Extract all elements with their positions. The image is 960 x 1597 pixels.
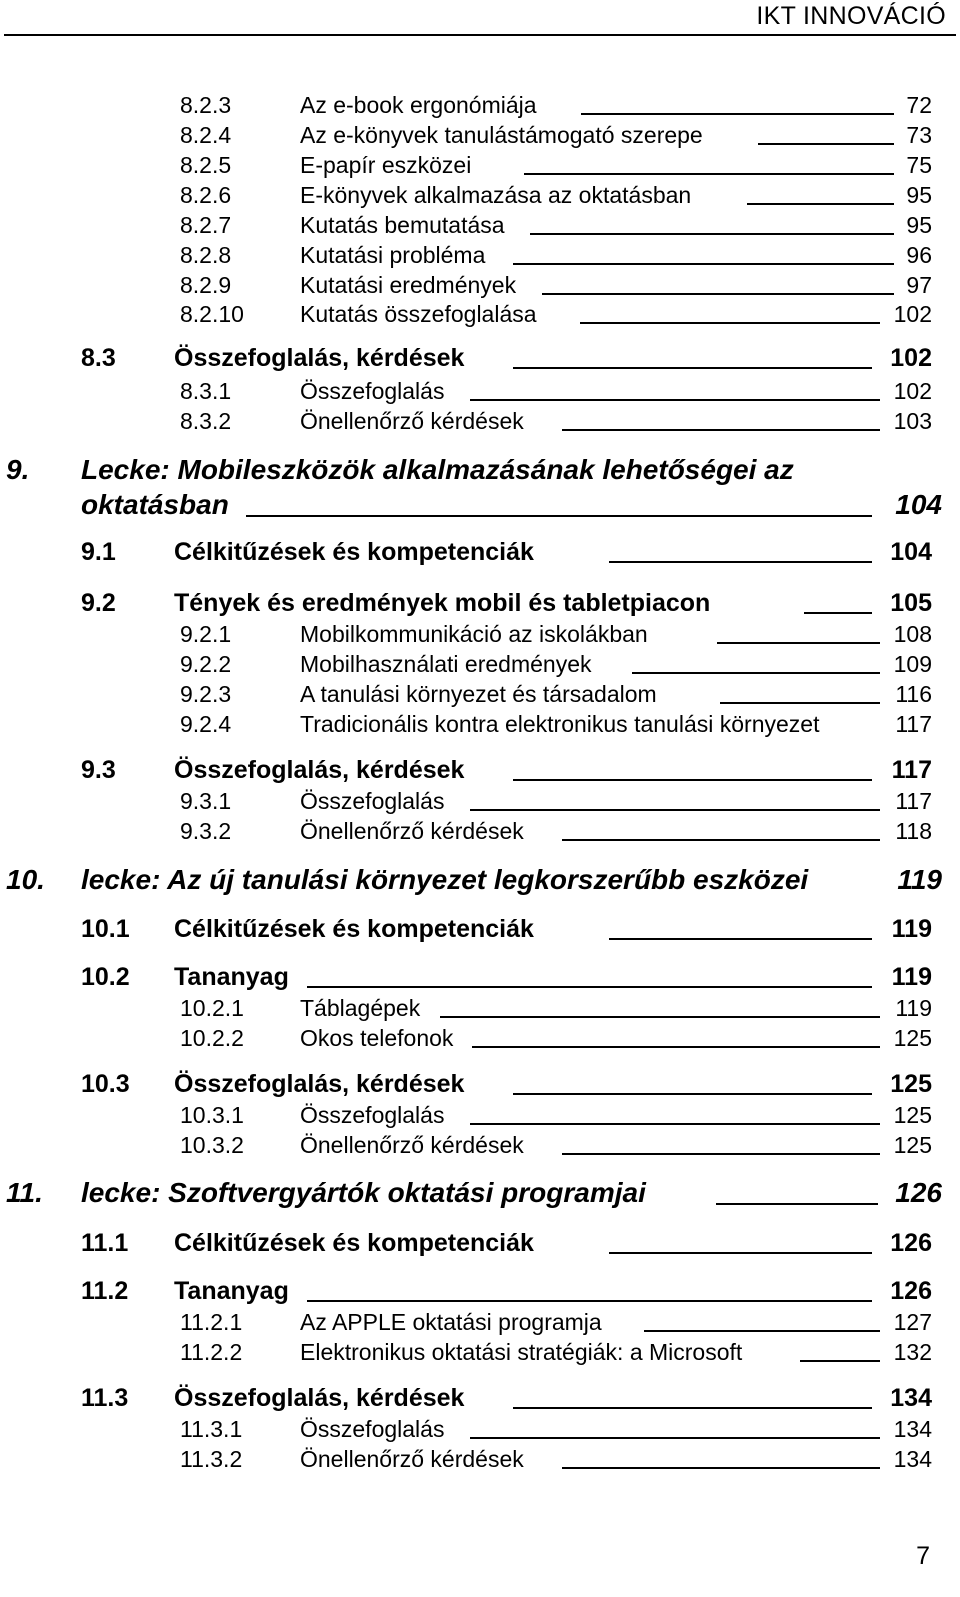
toc-entry-page: 104 [895, 489, 942, 520]
toc-leader-line [747, 203, 894, 205]
toc-leader-line [609, 938, 872, 940]
toc-leader-line [542, 293, 894, 295]
toc-entry-number: 8.2.4 [180, 122, 232, 148]
toc-entry-number: 9.3 [81, 756, 116, 784]
toc-entry-page: 119 [891, 915, 932, 943]
toc-entry-title: Tananyag [174, 1277, 289, 1305]
toc-leader-line [470, 399, 880, 401]
toc-leader-line [530, 233, 894, 235]
toc-entry-number: 10.3.1 [180, 1102, 244, 1128]
toc-entry-number: 11. [6, 1177, 43, 1208]
toc-entry-title: Okos telefonok [300, 1025, 454, 1051]
toc-entry-title: Önellenőrző kérdések [300, 1132, 524, 1158]
toc-entry[interactable] [180, 91, 932, 119]
toc-entry-title: Összefoglalás [300, 378, 445, 404]
toc-entry-number: 11.3.1 [180, 1416, 243, 1442]
toc-entry-page: 108 [893, 621, 932, 647]
toc-entry-title: Összefoglalás, kérdések [174, 1384, 465, 1412]
toc-entry[interactable] [81, 961, 932, 993]
toc-entry-page: 117 [895, 788, 932, 814]
toc-entry-page: 134 [890, 1384, 932, 1412]
running-header [0, 0, 960, 36]
toc-entry-number: 8.2.6 [180, 182, 232, 208]
toc-entry-title: Összefoglalás, kérdések [174, 1070, 465, 1098]
toc-entry[interactable] [180, 620, 932, 648]
toc-entry-title: Mobilkommunikáció az iskolákban [300, 621, 648, 647]
toc-entry-page: 126 [890, 1277, 932, 1305]
toc-entry[interactable] [81, 754, 932, 786]
toc-entry[interactable] [81, 1382, 932, 1414]
toc-entry[interactable] [180, 680, 932, 708]
toc-entry-page: 72 [906, 92, 932, 118]
toc-entry-number: 8.3.2 [180, 408, 232, 434]
toc-entry-page: 126 [890, 1229, 932, 1257]
toc-entry-page: 73 [906, 122, 932, 148]
toc-entry[interactable] [180, 211, 932, 239]
toc-entry-title: lecke: Az új tanulási környezet legkorszerűbb eszközei [81, 864, 809, 895]
toc-leader-line [720, 702, 880, 704]
toc-leader-line [717, 642, 880, 644]
toc-entry-page: 95 [906, 212, 932, 238]
toc-entry-title: Célkitűzések és kompetenciák [174, 1229, 534, 1257]
toc-entry-page: 125 [890, 1070, 932, 1098]
toc-leader-line [581, 113, 894, 115]
toc-leader-line [716, 1203, 878, 1205]
toc-entry-page: 104 [890, 538, 932, 566]
toc-entry-title: Összefoglalás [300, 788, 445, 814]
toc-entry-number: 11.1 [81, 1229, 129, 1257]
toc-entry-page: 125 [893, 1132, 932, 1158]
toc-entry-title: Lecke: Mobileszközök alkalmazásának lehetőségei az [81, 454, 794, 485]
header-rule [4, 34, 956, 36]
toc-entry-number: 8.2.7 [180, 212, 232, 238]
toc-entry-number: 8.2.3 [180, 92, 232, 118]
toc-entry-number: 9.2.2 [180, 651, 232, 677]
toc-entry[interactable] [180, 1415, 932, 1443]
toc-entry-page: 96 [906, 242, 932, 268]
toc-entry-page: 117 [895, 711, 932, 737]
toc-chapter-line-2[interactable] [6, 488, 942, 522]
toc-entry-title: Összefoglalás [300, 1416, 445, 1442]
toc-leader-line [470, 1123, 880, 1125]
toc-chapter[interactable] [6, 863, 942, 897]
toc-leader-line [758, 143, 894, 145]
toc-entry[interactable] [180, 241, 932, 269]
toc-entry-page: 97 [906, 272, 932, 298]
toc-leader-line [562, 839, 880, 841]
toc-leader-line [524, 173, 894, 175]
toc-entry-number: 9.2.1 [180, 621, 232, 647]
toc-entry[interactable] [180, 121, 932, 149]
toc-entry-title: A tanulási környezet és társadalom [300, 681, 657, 707]
toc-entry-number: 9.2.3 [180, 681, 232, 707]
toc-leader-line [246, 515, 872, 517]
toc-entry-page: 102 [893, 378, 932, 404]
toc-entry-title: Önellenőrző kérdések [300, 1446, 524, 1472]
toc-leader-line [609, 561, 872, 563]
toc-entry-title: Tények és eredmények mobil és tabletpiacon [174, 589, 711, 617]
toc-entry-title: Mobilhasználati eredmények [300, 651, 592, 677]
toc-entry-page: 118 [895, 818, 932, 844]
toc-entry-title: E-papír eszközei [300, 152, 472, 178]
toc-leader-line [513, 1093, 872, 1095]
toc-entry-title: Az e-book ergonómiája [300, 92, 537, 118]
toc-leader-line [562, 1153, 880, 1155]
toc-entry-page: 103 [893, 408, 932, 434]
toc-leader-line [562, 429, 880, 431]
toc-entry[interactable] [81, 1068, 932, 1100]
toc-leader-line [470, 1437, 880, 1439]
toc-entry-title: Önellenőrző kérdések [300, 408, 524, 434]
toc-entry[interactable] [180, 271, 932, 299]
toc-entry[interactable] [180, 407, 932, 435]
toc-entry-page: 134 [893, 1416, 932, 1442]
toc-entry[interactable] [180, 1131, 932, 1159]
toc-leader-line [307, 986, 872, 988]
toc-entry[interactable] [180, 151, 932, 179]
toc-entry-page: 125 [893, 1102, 932, 1128]
toc-leader-line [804, 612, 872, 614]
toc-entry-page: 109 [893, 651, 932, 677]
toc-entry-page: 127 [893, 1309, 932, 1335]
toc-leader-line [632, 672, 880, 674]
toc-leader-line [800, 1360, 880, 1362]
toc-leader-line [307, 1300, 872, 1302]
toc-entry-page: 105 [890, 589, 932, 617]
toc-entry-title: Összefoglalás [300, 1102, 445, 1128]
toc-entry[interactable] [180, 377, 932, 405]
toc-entry-number: 8.2.10 [180, 301, 244, 327]
toc-entry-page: 119 [897, 864, 942, 895]
toc-entry[interactable] [81, 536, 932, 568]
toc-entry-number: 10.3 [81, 1070, 130, 1098]
page-number: 7 [916, 1542, 930, 1570]
toc-entry-title: oktatásban [81, 489, 229, 520]
toc-entry-number: 8.2.5 [180, 152, 232, 178]
toc-leader-line [472, 1046, 880, 1048]
toc-leader-line [513, 779, 872, 781]
toc-entry-page: 134 [893, 1446, 932, 1472]
toc-leader-line [644, 1330, 880, 1332]
toc-entry-page: 126 [895, 1177, 942, 1208]
toc-entry-title: Az APPLE oktatási programja [300, 1309, 602, 1335]
toc-chapter-line-1[interactable] [6, 453, 942, 487]
toc-entry-number: 8.2.8 [180, 242, 232, 268]
toc-entry[interactable] [81, 1227, 932, 1259]
toc-entry-page: 132 [893, 1339, 932, 1365]
toc-entry-number: 11.2.1 [180, 1309, 243, 1335]
toc-leader-line [580, 322, 880, 324]
toc-entry-title: Táblagépek [300, 995, 421, 1021]
toc-entry-number: 9.1 [81, 538, 116, 566]
toc-entry-title: Célkitűzések és kompetenciák [174, 915, 534, 943]
toc-entry-title: Kutatás bemutatása [300, 212, 505, 238]
toc-entry[interactable] [180, 1101, 932, 1129]
toc-entry-number: 8.2.9 [180, 272, 232, 298]
toc-leader-line [562, 1467, 880, 1469]
toc-entry-page: 117 [891, 756, 932, 784]
toc-entry-number: 9. [6, 454, 30, 485]
toc-entry-page: 95 [906, 182, 932, 208]
toc-entry[interactable] [180, 787, 932, 815]
toc-entry-number: 9.3.1 [180, 788, 232, 814]
toc-entry-number: 9.2 [81, 589, 116, 617]
toc-entry-title: Kutatás összefoglalása [300, 301, 537, 327]
toc-entry-page: 125 [893, 1025, 932, 1051]
toc-entry-number: 10.1 [81, 915, 130, 943]
toc-entry-number: 9.3.2 [180, 818, 232, 844]
toc-entry-page: 75 [906, 152, 932, 178]
toc-entry[interactable] [81, 587, 932, 619]
toc-entry[interactable] [81, 913, 932, 945]
toc-entry[interactable] [180, 1445, 932, 1473]
toc-entry-title: Önellenőrző kérdések [300, 818, 524, 844]
header-title: IKT INNOVÁCIÓ [756, 2, 946, 30]
toc-entry-number: 8.3.1 [180, 378, 232, 404]
toc-entry[interactable] [180, 1024, 932, 1052]
toc-leader-line [609, 1252, 872, 1254]
toc-entry[interactable] [180, 710, 932, 738]
toc-entry-number: 11.3 [81, 1384, 129, 1412]
toc-entry-number: 9.2.4 [180, 711, 232, 737]
toc-entry[interactable] [180, 300, 932, 328]
toc-leader-line [470, 809, 880, 811]
toc-entry[interactable] [180, 817, 932, 845]
toc-entry[interactable] [180, 650, 932, 678]
toc-entry-title: Összefoglalás, kérdések [174, 344, 465, 372]
toc-entry[interactable] [180, 994, 932, 1022]
toc-leader-line [513, 367, 872, 369]
toc-entry-title: Kutatási eredmények [300, 272, 517, 298]
toc-entry[interactable] [180, 1308, 932, 1336]
toc-entry-page: 116 [895, 681, 932, 707]
toc-entry-number: 11.2.2 [180, 1339, 243, 1365]
toc-entry-page: 119 [891, 963, 932, 991]
toc-entry-title: Elektronikus oktatási stratégiák: a Microsoft [300, 1339, 743, 1365]
toc-entry-title: Tananyag [174, 963, 289, 991]
toc-entry-number: 10.3.2 [180, 1132, 244, 1158]
toc-leader-line [513, 1407, 872, 1409]
toc-leader-line [440, 1016, 880, 1018]
toc-entry-page: 102 [890, 344, 932, 372]
toc-entry-number: 10. [6, 864, 45, 895]
toc-entry[interactable] [81, 342, 932, 374]
toc-chapter[interactable] [6, 1176, 942, 1210]
toc-entry-title: Az e-könyvek tanulástámogató szerepe [300, 122, 703, 148]
toc-entry[interactable] [180, 181, 932, 209]
toc-entry-number: 10.2.2 [180, 1025, 244, 1051]
toc-entry-title: lecke: Szoftvergyártók oktatási programjai [81, 1177, 646, 1208]
toc-entry-page: 102 [893, 301, 932, 327]
toc-entry-title: Összefoglalás, kérdések [174, 756, 465, 784]
toc-leader-line [513, 263, 894, 265]
toc-entry[interactable] [81, 1275, 932, 1307]
toc-entry-page: 119 [895, 995, 932, 1021]
toc-entry-title: Célkitűzések és kompetenciák [174, 538, 534, 566]
toc-entry-title: E-könyvek alkalmazása az oktatásban [300, 182, 692, 208]
toc-entry-number: 11.3.2 [180, 1446, 243, 1472]
toc-entry[interactable] [180, 1338, 932, 1366]
toc-entry-number: 8.3 [81, 344, 116, 372]
toc-entry-title: Tradicionális kontra elektronikus tanulási környezet [300, 711, 820, 737]
toc-entry-number: 10.2.1 [180, 995, 244, 1021]
toc-entry-number: 10.2 [81, 963, 130, 991]
toc-entry-title: Kutatási probléma [300, 242, 486, 268]
toc-entry-number: 11.2 [81, 1277, 129, 1305]
